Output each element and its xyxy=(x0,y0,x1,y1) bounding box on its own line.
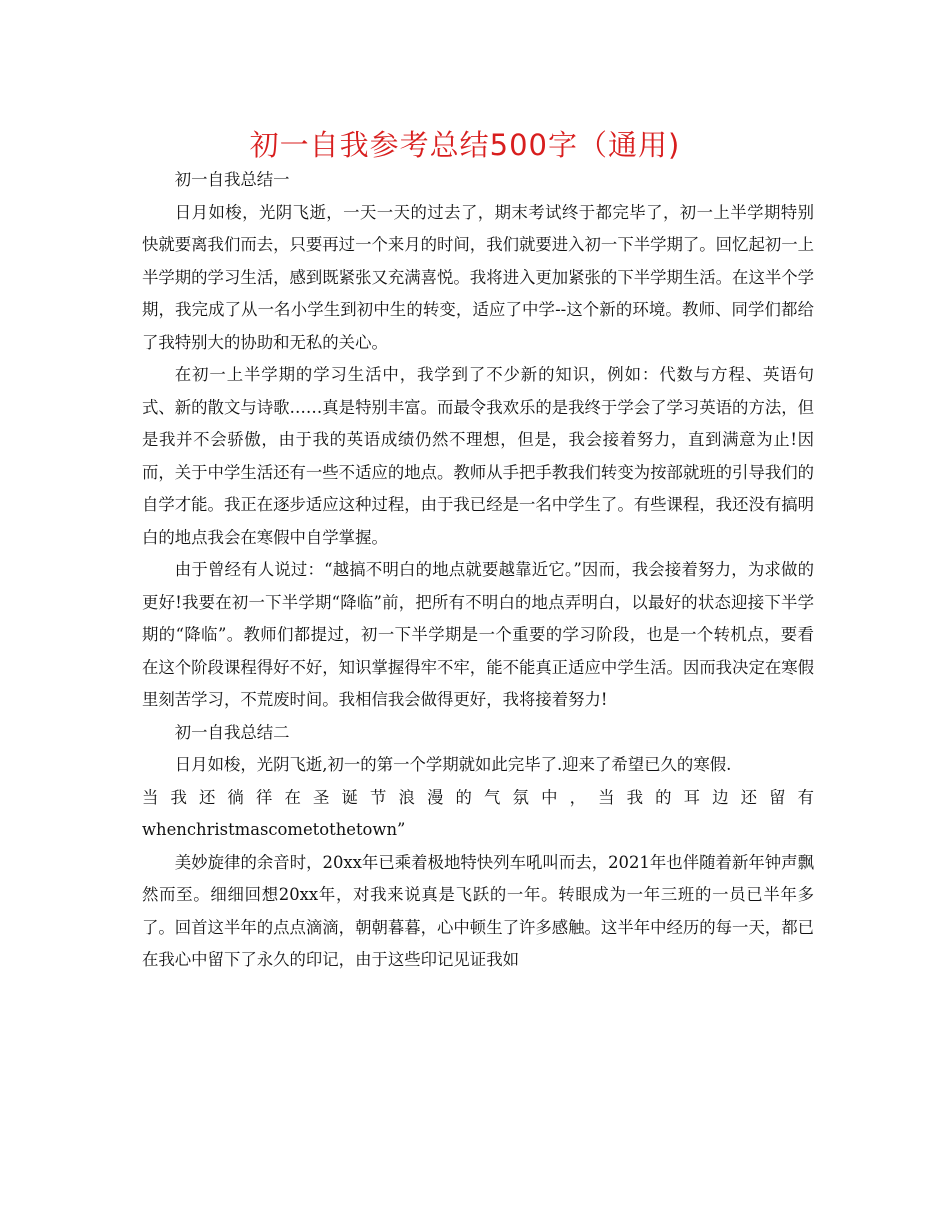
paragraph: 日月如梭，光阴飞逝，一天一天的过去了，期末考试终于都完毕了，初一上半学期特别快就要离我们而去，只要再过一个来月的时间，我们就要进入初一下半学期了。回忆起初一上半学期的学习生活，感到既紧张又充满喜悦。我将进入更加紧张的下半学期生活。在这半个学期，我完成了从一名小学生到初中生的转变，适应了中学--这个新的环境。教师、同学们都给了我特别大的协助和无私的关心。 xyxy=(142,202,815,352)
document-title: 初一自我参考总结500字（通用) xyxy=(249,128,681,162)
section-heading-1: 初一自我总结一 xyxy=(174,170,290,189)
paragraph: 日月如梭，光阴飞逝,初一的第一个学期就如此完毕了.迎来了希望已久的寒假. xyxy=(174,755,732,774)
paragraph: 在初一上半学期的学习生活中，我学到了不少新的知识，例如：代数与方程、英语句式、新的散文与诗歌……真是特别丰富。而最令我欢乐的是我终于学会了学习英语的方法，但是我并不会骄傲，由于我的英语成绩仍然不理想，但是，我会接着努力，直到满意为止!因而，关于中学生活还有一些不适应的地点。教师从手把手教我们转变为按部就班的引导我们的自学才能。我正在逐步适应这种过程，由于我已经是一名中学生了。有些课程，我还没有搞明白的地点我会在寒假中自学掌握。 xyxy=(142,365,815,547)
section-heading-2: 初一自我总结二 xyxy=(174,722,290,742)
paragraph-spread-line: 当我还徜徉在圣诞节浪漫的气氛中，当我的耳边还留有 xyxy=(142,787,814,807)
paragraph: 美妙旋律的余音时，20xx年已乘着极地特快列车吼叫而去，2021年也伴随着新年钟声飘然而至。细细回想20xx年，对我来说真是飞跃的一年。转眼成为一年三班的一员已半年多了。回首这半年的点点滴滴，朝朝暮暮，心中顿生了许多感触。这半年中经历的每一天，都已在我心中留下了永久的印记，由于这些印记见证我如 xyxy=(142,852,815,969)
paragraph: 由于曾经有人说过：“越搞不明白的地点就要越靠近它。”因而，我会接着努力，为求做的更好!我要在初一下半学期“降临”前，把所有不明白的地点弄明白，以最好的状态迎接下半学期的“降临”。教师们都提过，初一下半学期是一个重要的学习阶段，也是一个转机点，要看在这个阶段课程得好不好，知识掌握得牢不牢，能不能真正适应中学生活。因而我决定在寒假里刻苦学习，不荒废时间。我相信我会做得更好，我将接着努力! xyxy=(142,560,815,709)
paragraph-english-line: whenchristmascometothetown” xyxy=(142,820,406,839)
document-body xyxy=(142,164,814,977)
